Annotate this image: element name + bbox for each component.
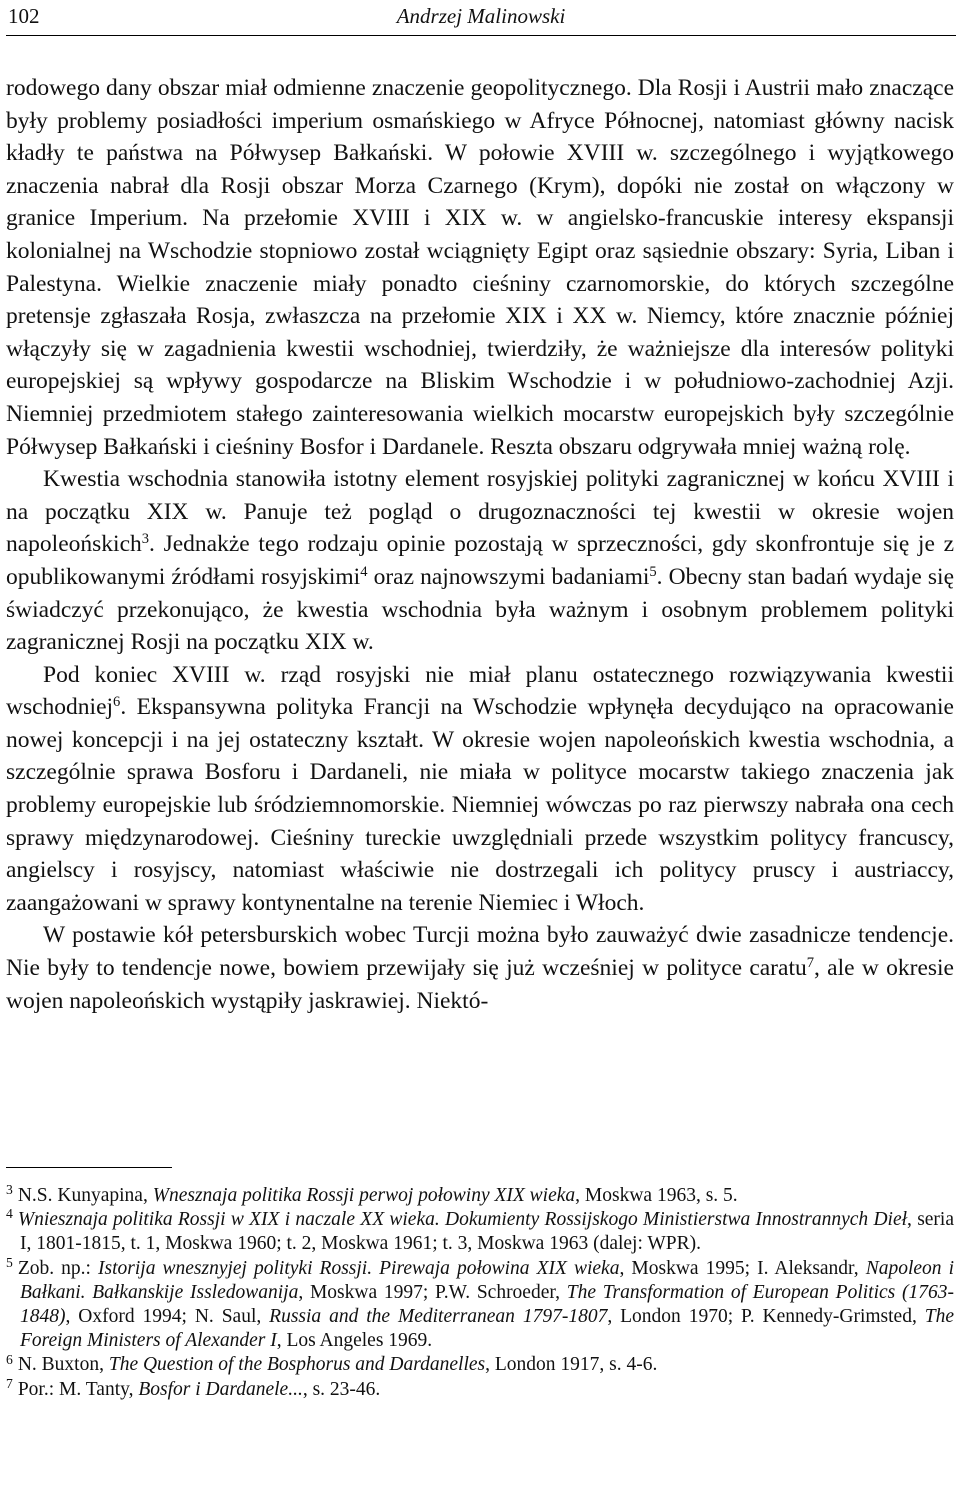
footnote-ref-6: 6	[113, 694, 121, 711]
footnote-ref-7: 7	[806, 955, 814, 972]
footnote-4: $^4$ Wniesznaja politika Rossji w XIX i naczale XX wieka. Dokumienty Rossijskogo Ministierstwa Innostrannych Dieł, seria I, 1801-1815, t. 1, Moskwa 1960; t. 2, Moskwa 1961; t. 3, Moskwa 1963 (dalej: WPR).	[6, 1206, 954, 1255]
page-header	[6, 0, 956, 36]
paragraph-4: W postawie kół petersburskich wobec Turcji można było zauważyć dwie zasadnicze tendencje. Nie były to tendencje nowe, bowiem przewijały się już wcześniej w polityce caratu$^7$, ale w okresie wojen napoleońskich wystąpiły jaskrawiej. Niektó-	[6, 922, 954, 1014]
paragraph-1: rodowego dany obszar miał odmienne znaczenie geopolitycznego. Dla Rosji i Austrii mało znaczące były problemy posiadłości imperium osmańskiego w Afryce Północnej, natomiast główny nacisk kładły te państwa na Półwysep Bałkański. W połowie XVIII w. szczególnego i wyjątkowego znaczenia nabrał dla Rosji obszar Morza Czarnego (Krym), dopóki nie został on włączony w granice Imperium. Na przełomie XVIII i XIX w. w angielsko-francuskie interesy ekspansji kolonialnej na Wschodzie stopniowo został wciągnięty Egipt oraz sąsiednie obszary: Syria, Liban i Palestyna. Wielkie znaczenie miały ponadto cieśniny czarnomorskie, do których szczególne pretensje zgłaszała Rosja, zwłaszcza na przełomie XIX i XX w. Niemcy, które znacznie później włączyły się w zagadnienia kwestii wschodniej, twierdziły, że ważniejsze dla interesów polityki europejskiej są wpływy gospodarcze na Bliskim Wschodzie i w południowo-zachodniej Azji. Niemniej przedmiotem stałego zainteresowania wielkich mocarstw europejskich były szczególnie Półwysep Bałkański i cieśniny Bosfor i Dardanele. Reszta obszaru odgrywała mniej ważną rolę.	[6, 75, 954, 460]
footnote-6: $^6$ N. Buxton, The Question of the Bosphorus and Dardanelles, London 1917, s. 4-6.	[6, 1351, 658, 1376]
footnote-5: $^5$ Zob. np.: Istorija wnesznyjej polityki Rossji. Pirewaja połowina XIX wieka, Moskwa 1995; I. Aleksandr, Napoleon i Bałkani. Bałkanskije Issledowanija, Moskwa 1997; P.W. Schroeder, The Transformation of European Politics (1763-1848), Oxford 1994; N. Saul, Russia and the Mediterranean 1797-1807, London 1970; P. Kennedy-Grimsted, The Foreign Ministers of Alexander I, Los Angeles 1969.	[6, 1254, 954, 1352]
footnote-number: 3	[6, 1182, 13, 1198]
footnote-number: 6	[6, 1351, 13, 1367]
footnote-number: 7	[6, 1375, 13, 1391]
footnote-number: 5	[6, 1254, 13, 1270]
footnote-3: $^3$ N.S. Kunyapina, Wnesznaja politika Rossji perwoj połowiny XIX wieka, Moskwa 1963, s. 5.	[6, 1182, 738, 1206]
running-head-author: Andrzej Malinowski	[396, 4, 566, 28]
footnote-ref-4: 4	[360, 563, 368, 580]
footnote-separator	[6, 1167, 172, 1168]
paragraph-2: Kwestia wschodnia stanowiła istotny element rosyjskiej polityki zagranicznej w końcu XVIII i na początku XIX w. Panuje też pogląd o drugoznaczności tej kwestii w okresie wojen napoleońskich$^3$. Jednakże tego rodzaju opinie pozostają w sprzeczności, gdy skonfrontuje się je z opublikowanymi źródłami rosyjskimi$^4$ oraz najnowszymi badaniami$^5$. Obecny stan badań wydaje się świadczyć przekonująco, że kwestia wschodnia była ważnym i osobnym problemem polityki zagranicznej Rosji na początku XIX w.	[6, 466, 954, 656]
main-text	[6, 72, 954, 1017]
paragraph-3: Pod koniec XVIII w. rząd rosyjski nie miał planu ostatecznego rozwiązywania kwestii wschodniej$^6$. Ekspansywna polityka Francji na Wschodzie wpłynęła decydująco na opracowanie nowej koncepcji i na jej ostateczny kształt. W okresie wojen napoleońskich kwestia wschodnia, a szczególnie sprawa Bosforu i Dardaneli, nie miała w polityce mocarstw takiego znaczenia jak problemy europejskie lub śródziemnomorskie. Niemniej wówczas po raz pierwszy nabrała ona cech sprawy międzynarodowej. Cieśniny tureckie uwzględniali przede wszystkim politycy francuscy, angielscy i rosyjscy, natomiast właściwie nie dostrzegali ich politycy pruscy i austriaccy, zaangażowani w sprawy kontynentalne na terenie Niemiec i Włoch.	[6, 661, 954, 916]
footnote-ref-5: 5	[649, 563, 657, 580]
footnote-7: $^7$ Por.: M. Tanty, Bosfor i Dardanele..., s. 23-46.	[6, 1375, 381, 1400]
page-number: 102	[8, 4, 40, 28]
footnote-number: 4	[6, 1206, 13, 1222]
footnotes	[6, 1184, 954, 1402]
footnote-ref-3: 3	[141, 531, 150, 548]
